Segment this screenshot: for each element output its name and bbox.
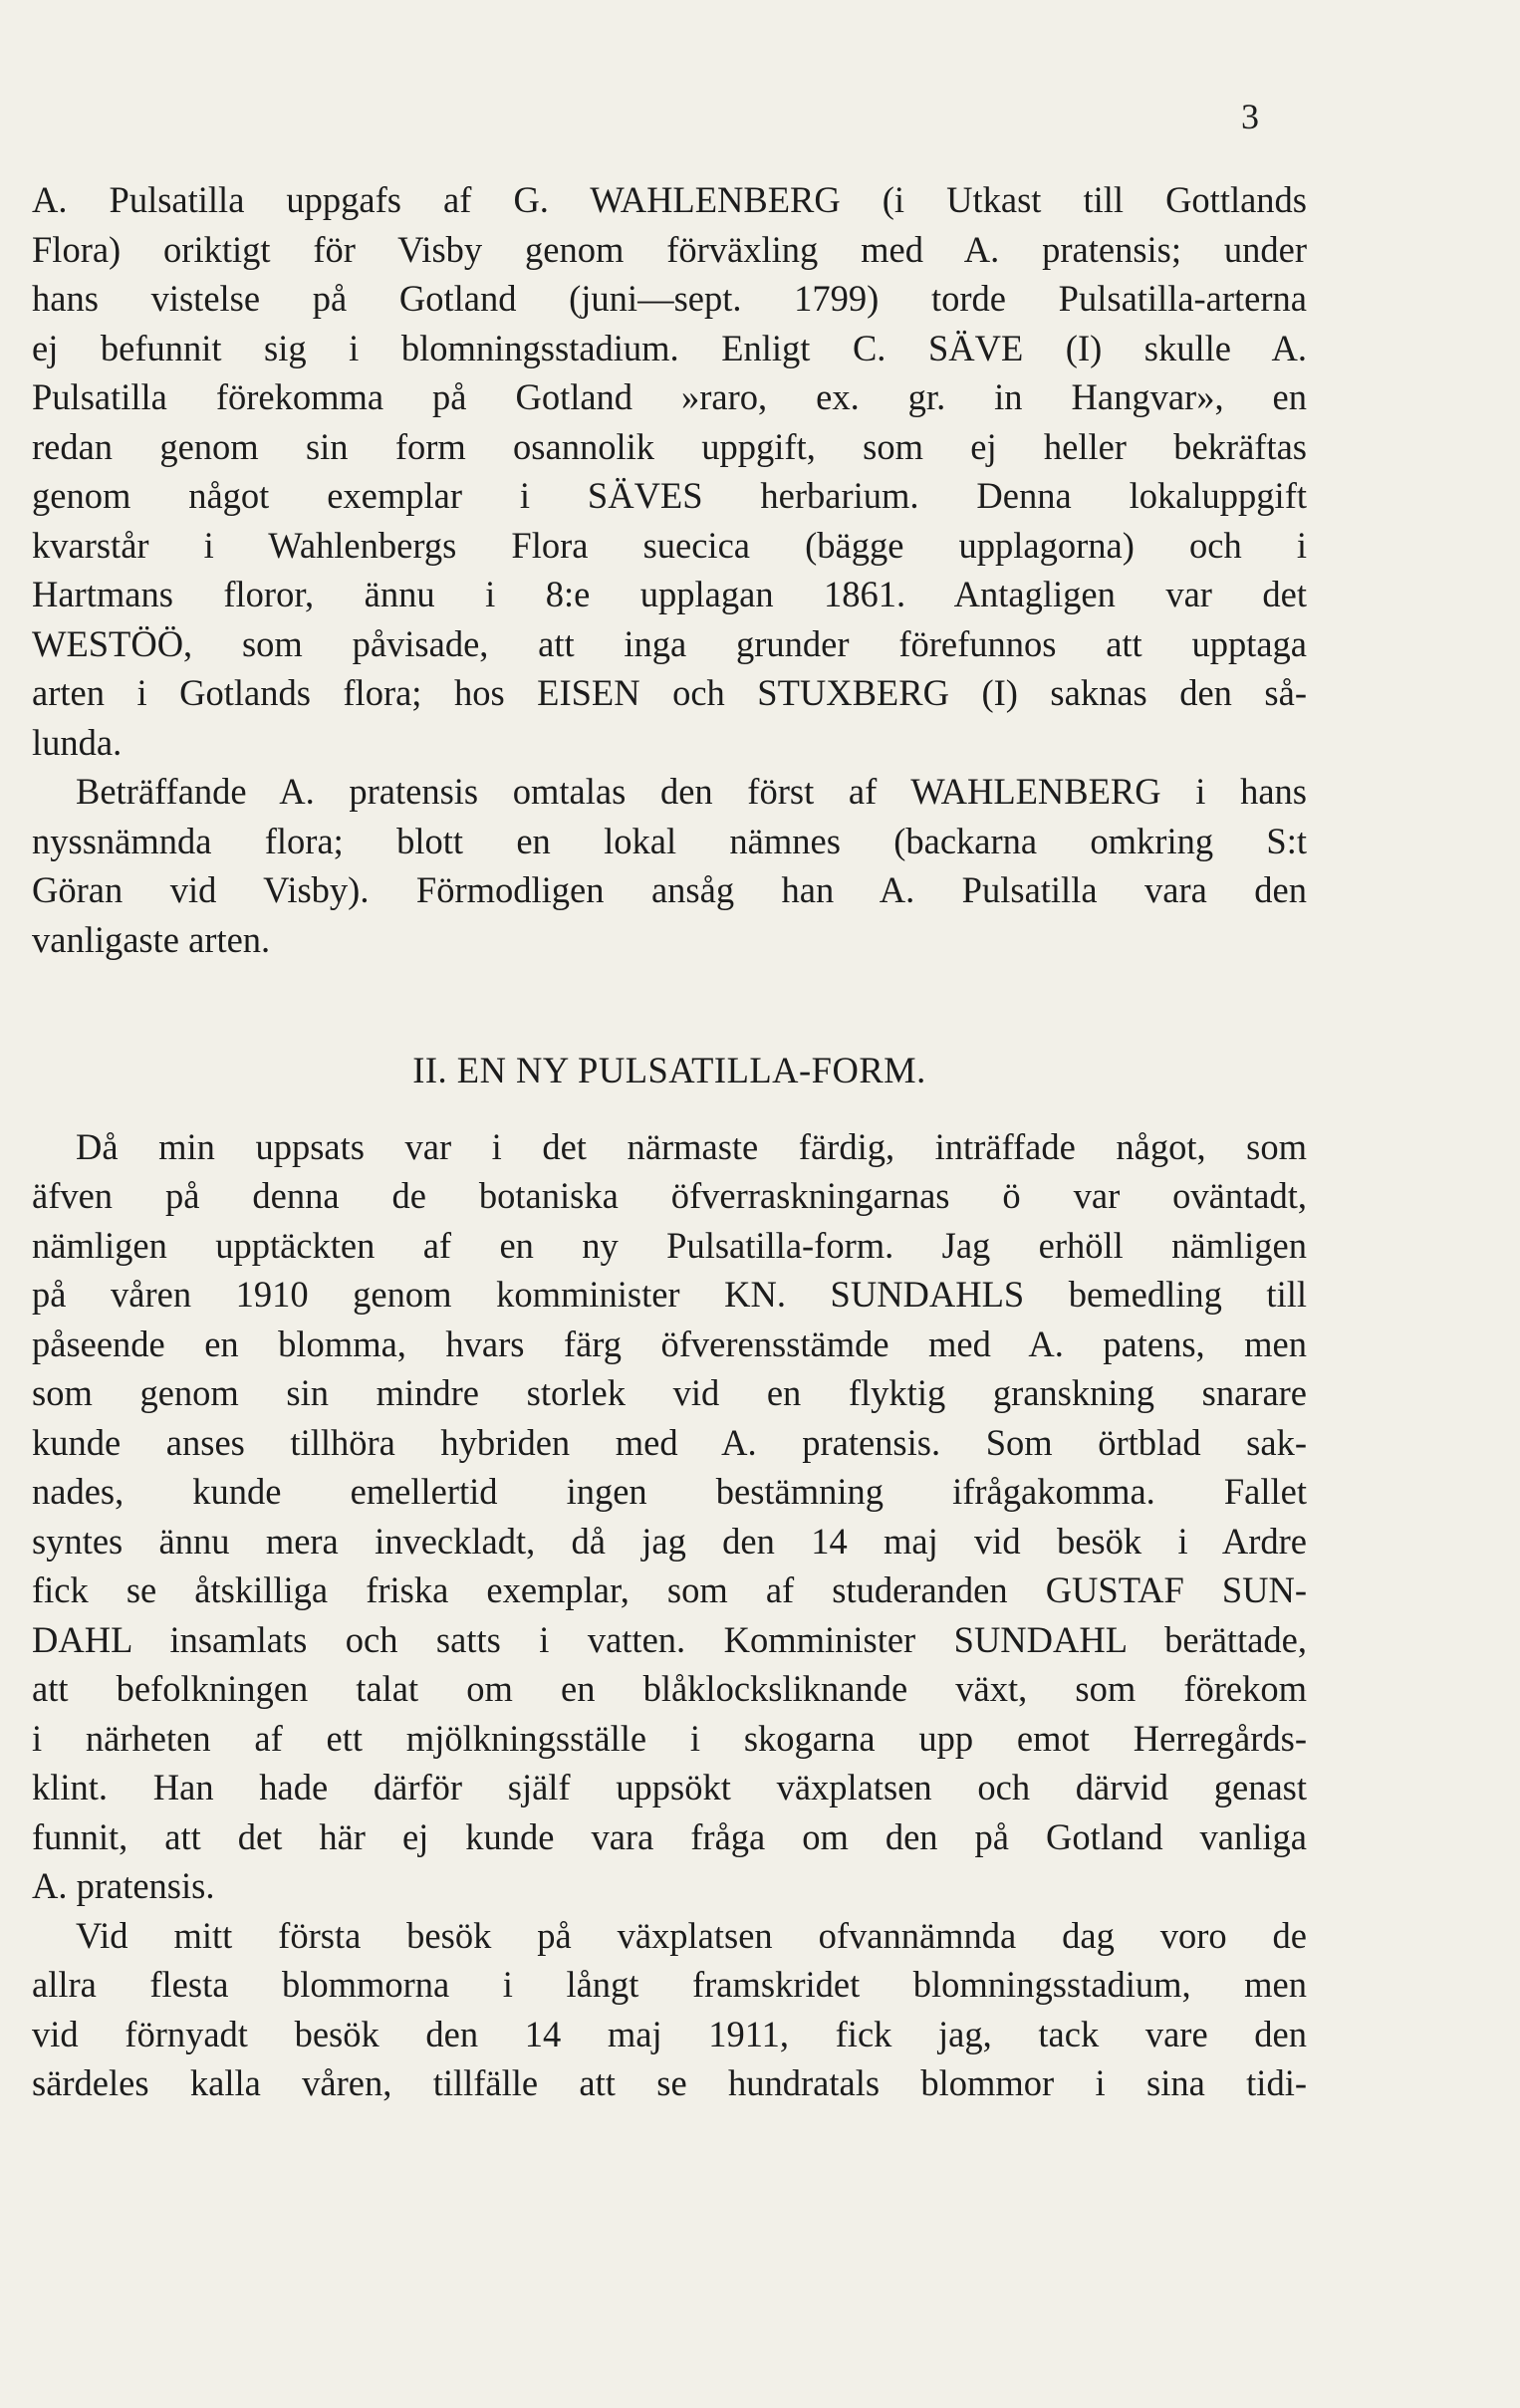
- text-line: nyssnämnda flora; blott en lokal nämnes (backarna omkring S:t: [32, 820, 1307, 861]
- text-line: vid förnyadt besök den 14 maj 1911, fick jag, tack vare den: [32, 2013, 1307, 2054]
- paragraph-site-visit: [32, 1911, 1307, 2108]
- text-line: klint. Han hade därför själf uppsökt växplatsen och därvid genast: [32, 1767, 1307, 1807]
- text-line: på våren 1910 genom komminister KN. SUNDAHLS bemedling till: [32, 1274, 1307, 1315]
- text-line: hans vistelse på Gotland (juni—sept. 1799) torde Pulsatilla-arterna: [32, 278, 1307, 319]
- text-line: genom något exemplar i SÄVES herbarium. Denna lokaluppgift: [32, 475, 1307, 516]
- paragraph-new-form: [32, 1122, 1307, 1911]
- text-line: kunde anses tillhöra hybriden med A. pratensis. Som örtblad sak-: [32, 1421, 1307, 1463]
- text-line: redan genom sin form osannolik uppgift, som ej heller bekräftas: [32, 425, 1307, 467]
- text-line: kvarstår i Wahlenbergs Flora suecica (bägge upplagorna) och i: [32, 524, 1307, 566]
- text-line: nämligen upptäckten af en ny Pulsatilla-form. Jag erhöll nämligen: [32, 1224, 1307, 1266]
- text-line: Pulsatilla förekomma på Gotland »raro, ex. gr. in Hangvar», en: [32, 376, 1307, 417]
- text-line: WESTÖÖ, som påvisade, att inga grunder förefunnos att upptaga: [32, 622, 1307, 664]
- section-heading: II. EN NY PULSATILLA-FORM.: [412, 1050, 926, 1090]
- text-line: arten i Gotlands flora; hos EISEN och STUXBERG (I) saknas den så-: [32, 672, 1307, 713]
- text-line: Göran vid Visby). Förmodligen ansåg han A. Pulsatilla vara den: [32, 869, 1307, 910]
- text-line: A. pratensis.: [32, 1865, 215, 1906]
- text-line: Då min uppsats var i det närmaste färdig, inträffade något, som: [76, 1125, 1307, 1167]
- text-line: särdeles kalla våren, tillfälle att se hundratals blommor i sina tidi-: [32, 2062, 1307, 2103]
- text-line: syntes ännu mera inveckladt, då jag den 14 maj vid besök i Ardre: [32, 1520, 1307, 1562]
- text-line: äfven på denna de botaniska öfverraskningarnas ö var oväntadt,: [32, 1175, 1307, 1216]
- text-line: Hartmans floror, ännu i 8:e upplagan 1861. Antagligen var det: [32, 574, 1307, 614]
- text-line: ej befunnit sig i blomningsstadium. Enligt C. SÄVE (I) skulle A.: [32, 327, 1307, 368]
- text-line: Beträffande A. pratensis omtalas den först af WAHLENBERG i hans: [76, 771, 1307, 812]
- paragraph-pulsatilla-history: [32, 175, 1307, 767]
- text-line: fick se åtskilliga friska exemplar, som af studeranden GUSTAF SUN-: [32, 1569, 1307, 1610]
- text-line: DAHL insamlats och satts i vatten. Komminister SUNDAHL berättade,: [32, 1618, 1307, 1660]
- text-line: Vid mitt första besök på växplatsen ofvannämnda dag voro de: [76, 1914, 1307, 1956]
- page-number: 3: [1241, 97, 1259, 136]
- text-line: i närheten af ett mjölkningsställe i skogarna upp emot Herregårds-: [32, 1717, 1307, 1759]
- text-line: påseende en blomma, hvars färg öfverensstämde med A. patens, men: [32, 1323, 1307, 1364]
- paragraph-pratensis: [32, 767, 1307, 964]
- text-line: att befolkningen talat om en blåklocksliknande växt, som förekom: [32, 1668, 1307, 1709]
- text-line: som genom sin mindre storlek vid en flyktig granskning snarare: [32, 1372, 1307, 1413]
- text-line: Flora) oriktigt för Visby genom förväxling med A. pratensis; under: [32, 228, 1307, 270]
- text-line: nades, kunde emellertid ingen bestämning ifrågakomma. Fallet: [32, 1471, 1307, 1512]
- text-line: A. Pulsatilla uppgafs af G. WAHLENBERG (i Utkast till Gottlands: [32, 179, 1307, 220]
- text-line: allra flesta blommorna i långt framskridet blomningsstadium, men: [32, 1964, 1307, 2005]
- text-line: funnit, att det här ej kunde vara fråga om den på Gotland vanliga: [32, 1815, 1307, 1857]
- body-text: [32, 175, 1307, 2108]
- text-line: vanligaste arten.: [32, 918, 271, 960]
- text-line: lunda.: [32, 721, 123, 763]
